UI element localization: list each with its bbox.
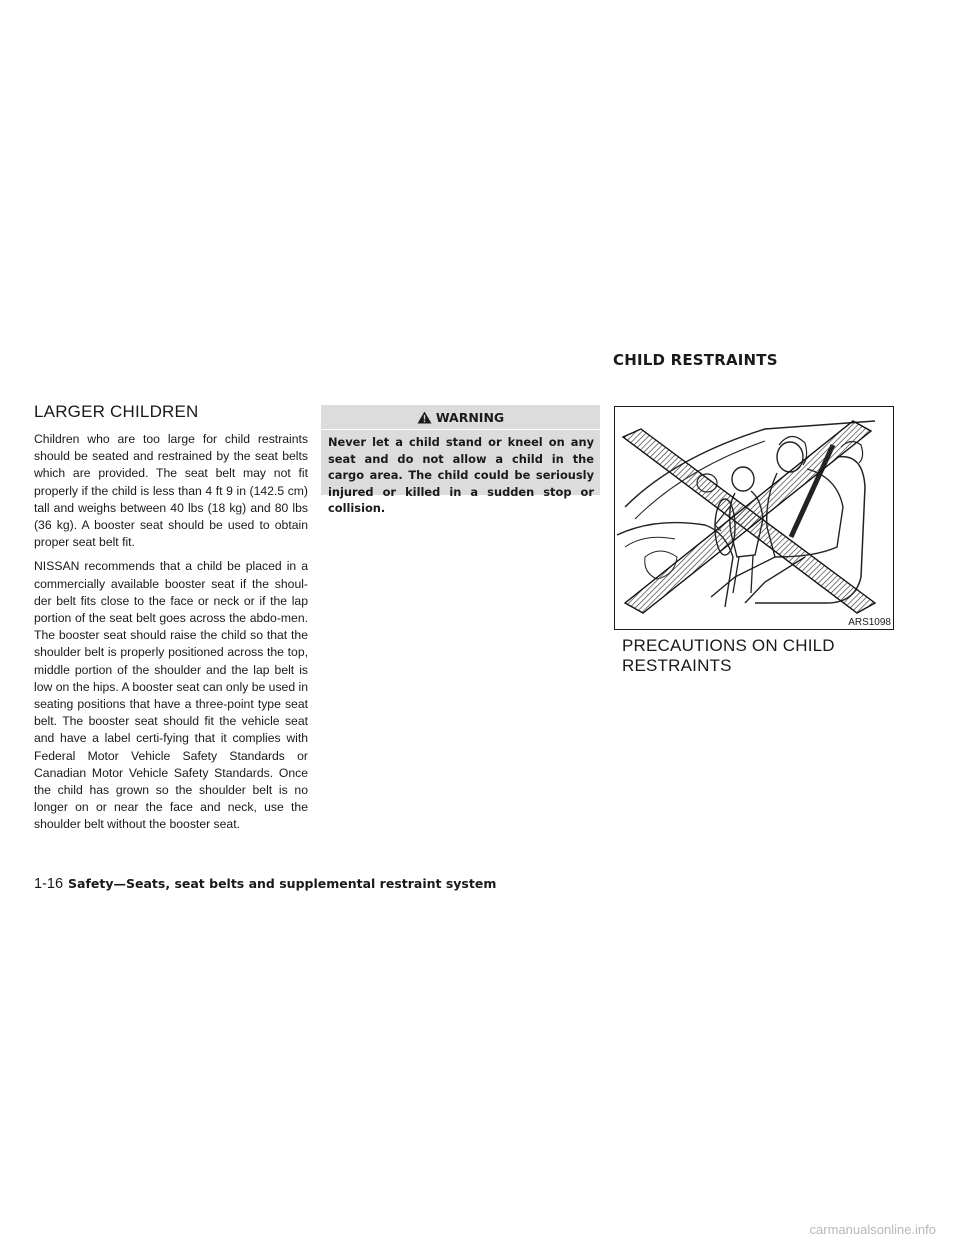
chapter-title: Safety—Seats, seat belts and supplemental restraint system xyxy=(68,876,497,891)
child-crossed-out-figure xyxy=(614,406,894,630)
precautions-heading: PRECAUTIONS ON CHILD RESTRAINTS xyxy=(622,636,835,675)
warning-box xyxy=(321,405,600,516)
watermark: carmanualsonline.info xyxy=(809,1222,936,1237)
larger-children-heading: LARGER CHILDREN xyxy=(34,402,199,421)
warning-title: WARNING xyxy=(435,409,505,425)
section-title: CHILD RESTRAINTS xyxy=(613,351,778,369)
larger-children-paragraph-1: Children who are too large for child restraints should be seated and restrained by the seat belts which are provided. The seat belt may not fit properly if the child is less than 4 ft 9 in (142.5 cm) tall and weighs between 40 lbs (18 kg) and 80 lbs (36 kg). A booster seat should be used to obtain proper seat belt fit. xyxy=(34,432,308,550)
page-number: 1-16 xyxy=(34,876,64,892)
figure-code: ARS1098 xyxy=(848,617,891,628)
larger-children-paragraph-2: NISSAN recommends that a child be placed in a commercially available booster seat if the shoul-der belt fits close to the face or neck or if the lap portion of the seat belt goes across the abdo-men. The booster seat should raise the child so that the shoulder belt is properly positioned across the top, middle portion of the shoulder and the lap belt is low on the hips. A booster seat can only be used in seating positions that have a three-point type seat belt. The booster seat should fit the vehicle seat and have a label certi-fying that it complies with Federal Motor Vehicle Safety Standards or Canadian Motor Vehicle Safety Standards. Once the child has grown so the shoulder belt is no longer on or near the face and neck, use the shoulder belt without the booster seat. xyxy=(34,559,308,832)
child-standing-crossed-out-illustration xyxy=(615,407,893,629)
warning-header xyxy=(321,405,600,430)
warning-text: Never let a child stand or kneel on any seat and do not allow a child in the cargo area. The child could be seriously injured or killed in a sudden stop or collision. xyxy=(328,435,594,516)
page-footer xyxy=(34,876,496,892)
warning-triangle-icon xyxy=(417,411,432,424)
larger-children-section xyxy=(34,402,308,841)
